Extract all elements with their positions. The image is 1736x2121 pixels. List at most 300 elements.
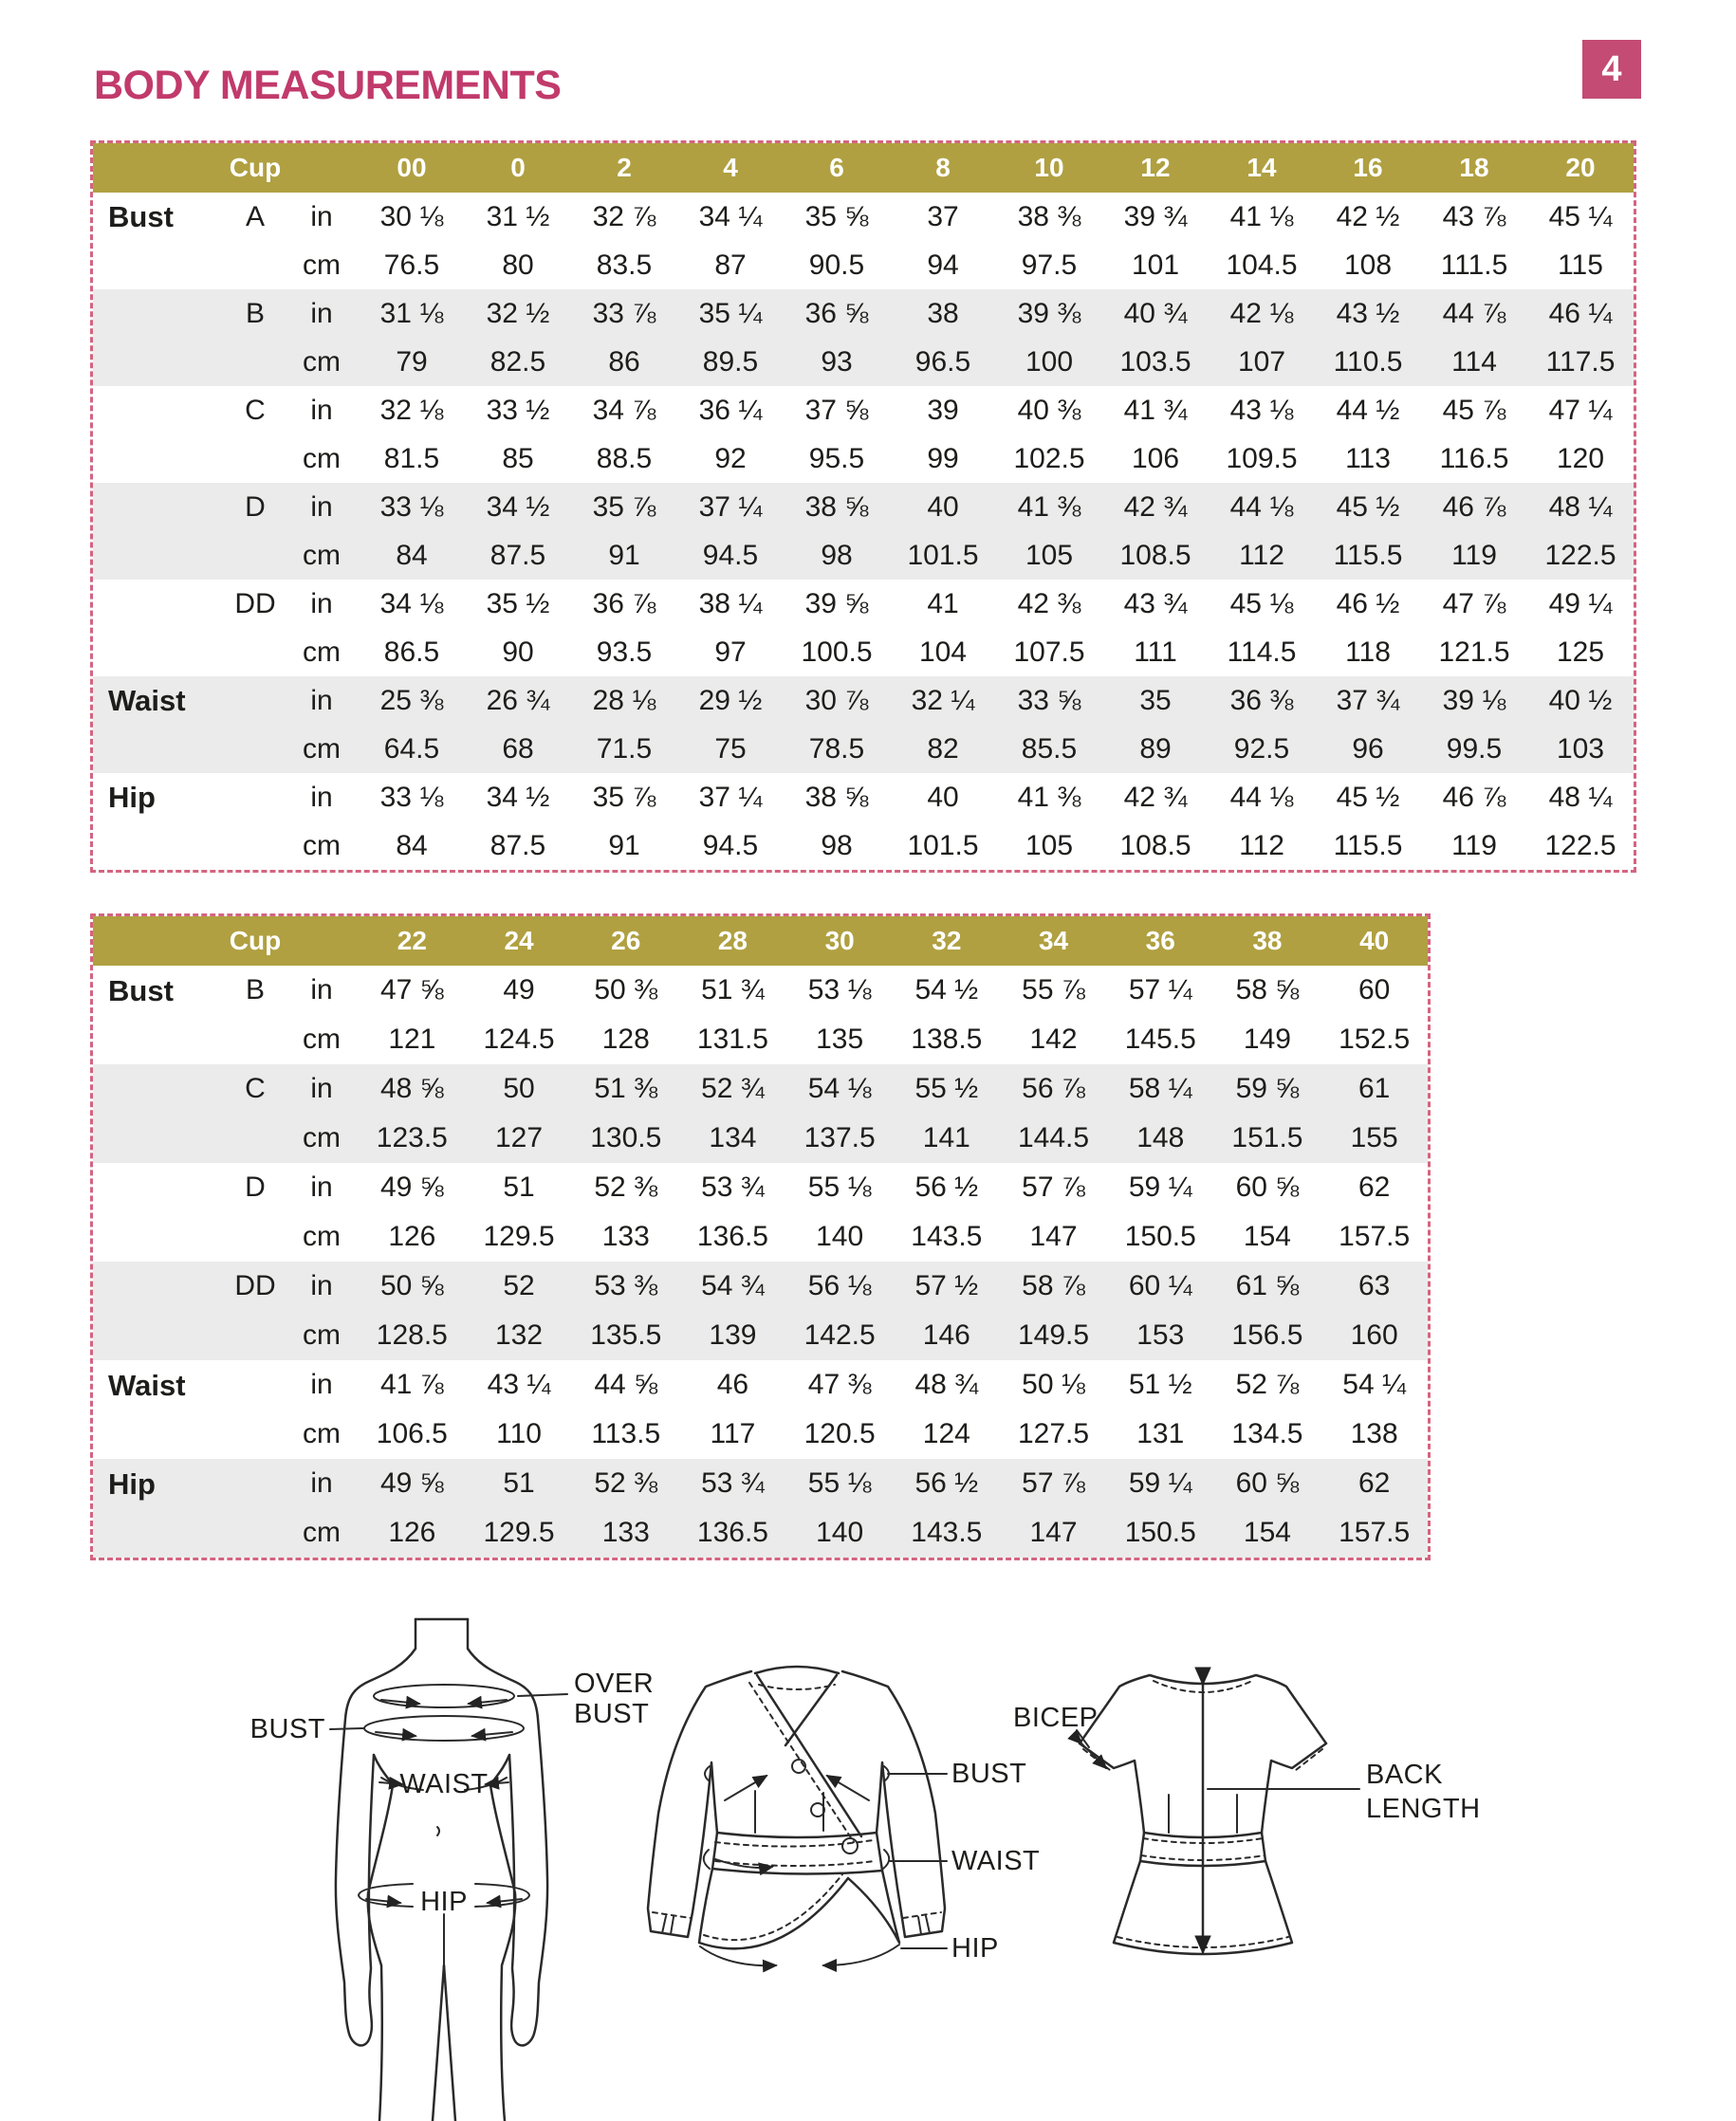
measurement-value: 83.5 [596,249,653,281]
table-header-row [93,143,1634,193]
measurement-value: 54 ¼ [1342,1369,1406,1400]
measurement-value: 149.5 [1018,1319,1090,1351]
measurement-value: 138.5 [911,1024,983,1055]
measurement-value: 35 ⅞ [592,490,656,523]
measurement-value: 129.5 [483,1517,555,1548]
measurement-value: 130.5 [590,1122,662,1153]
measurement-value: 101.5 [907,539,979,571]
measurement-value: 36 ⅝ [804,297,869,329]
unit-label: in [310,1171,333,1203]
unit-label: in [310,974,333,1005]
measurement-value: 99.5 [1446,732,1503,765]
top-back-figure [1077,1675,1359,1954]
measurement-value: 136.5 [696,1517,768,1548]
measurement-value: 86.5 [383,636,440,668]
measurement-value: 57 ½ [914,1270,979,1301]
measurement-value: 36 ⅜ [1229,684,1294,716]
measurement-value: 36 ⅞ [592,587,656,619]
measurement-value: 112 [1239,539,1284,571]
measurement-value: 93 [821,345,853,378]
measurement-value: 156.5 [1231,1319,1303,1351]
measurement-value: 96.5 [914,345,971,378]
measurement-row [93,483,1634,531]
measurement-row [93,289,1634,338]
measurement-value: 45 ¼ [1548,200,1613,232]
measurement-value: 124.5 [483,1024,555,1055]
measurement-value: 36 ¼ [698,394,763,426]
size-column-header: 16 [1353,153,1383,182]
measurement-value: 43 ⅛ [1229,394,1294,426]
measurement-value: 50 ⅝ [379,1270,444,1301]
measurement-value: 107.5 [1013,636,1085,668]
unit-label: cm [303,1024,341,1055]
measurement-value: 153 [1136,1319,1185,1351]
measurement-value: 53 ⅛ [807,974,872,1005]
measurement-value: 43 ¾ [1123,587,1188,619]
measurement-value: 115.5 [1333,829,1403,861]
measurement-value: 39 ⅜ [1017,297,1081,329]
measurement-value: 47 ¼ [1548,394,1613,426]
measurement-value: 38 ⅝ [804,781,869,813]
measurement-value: 52 [503,1270,535,1301]
measurement-value: 103.5 [1119,345,1191,378]
measurement-value: 50 ⅛ [1022,1369,1085,1400]
measurement-value: 87.5 [489,539,546,571]
measurement-value: 42 ½ [1336,200,1400,232]
size-column-header: 40 [1359,926,1390,955]
unit-label: cm [303,1418,341,1449]
measurement-value: 142.5 [803,1319,876,1351]
measurement-value: 103 [1556,732,1605,765]
measurement-value: 87 [714,249,747,281]
measurement-value: 79 [396,345,428,378]
size-column-header: 24 [504,926,534,955]
measurement-value: 101.5 [907,829,979,861]
measurement-value: 125 [1556,636,1605,668]
measurement-row [93,241,1634,289]
measurement-value: 62 [1357,1467,1391,1499]
measurement-value: 105 [1025,539,1074,571]
measurement-value: 41 ⅜ [1017,781,1081,813]
body-over-bust-label-line1: OVER [574,1669,655,1699]
wrap-top-waist-label: WAIST [951,1846,1041,1876]
cup-letter: A [245,200,265,232]
measurement-value: 58 ⅞ [1022,1270,1085,1301]
measurement-value: 84 [396,539,428,571]
measurement-value: 123.5 [376,1122,448,1153]
measurement-value: 40 [927,781,959,813]
measurement-value: 61 ⅝ [1235,1270,1300,1301]
measurement-value: 45 ⅛ [1229,587,1294,619]
measurement-value: 110.5 [1333,345,1403,378]
unit-label: cm [303,1517,341,1548]
size-column-header: 00 [397,153,427,182]
size-column-header: 22 [397,926,427,955]
measurement-value: 104.5 [1226,249,1298,281]
measurement-value: 128.5 [376,1319,448,1351]
measurement-value: 52 ⅜ [594,1467,658,1499]
measurement-value: 34 ¼ [698,200,763,232]
measurement-value: 37 ¼ [698,490,763,523]
measurement-value: 62 [1357,1171,1391,1203]
measurement-value: 154 [1243,1517,1291,1548]
measurement-value: 93.5 [596,636,653,668]
size-table-22-40 [90,913,1431,1560]
measurement-value: 115 [1558,249,1603,281]
measurement-value: 122.5 [1544,539,1616,571]
measurement-value: 100.5 [801,636,873,668]
cup-letter: C [245,1073,266,1104]
size-column-header: 0 [510,153,526,182]
measurement-value: 44 ⅛ [1229,781,1294,813]
measurement-value: 94.5 [702,539,759,571]
measurement-value: 127 [495,1122,544,1153]
measurement-value: 53 ¾ [701,1467,765,1499]
measurement-value: 51 [503,1467,535,1499]
measurement-value: 154 [1243,1221,1291,1252]
measurement-value: 114 [1451,345,1497,378]
measurement-value: 140 [816,1221,864,1252]
measurement-value: 42 ¾ [1123,781,1188,813]
unit-label: cm [303,345,341,378]
unit-label: cm [303,1319,341,1351]
size-column-header: 32 [932,926,962,955]
measurement-value: 137.5 [803,1122,876,1153]
measurement-value: 52 ¾ [701,1073,765,1104]
size-column-header: 8 [935,153,951,182]
measurement-value: 110 [496,1418,542,1449]
unit-label: cm [303,1221,341,1252]
measurement-value: 134 [709,1122,757,1153]
measurement-value: 64.5 [383,732,440,765]
measurement-value: 32 ⅛ [379,394,444,426]
measurement-value: 90.5 [808,249,865,281]
measurement-value: 133 [601,1221,650,1252]
measurement-label: Waist [108,684,186,717]
measurement-value: 80 [502,249,534,281]
measurement-value: 56 ⅞ [1022,1073,1085,1104]
measurement-value: 106.5 [376,1418,448,1449]
measurement-value: 117 [710,1418,756,1449]
measurement-value: 39 ⅝ [804,587,869,619]
measurement-value: 87.5 [489,829,546,861]
measurement-row [93,1508,1428,1558]
cup-letter: D [245,1171,266,1203]
measurement-row [93,338,1634,386]
measurement-value: 148 [1136,1122,1185,1153]
measurement-value: 102.5 [1013,442,1085,474]
measurement-value: 54 ½ [914,974,979,1005]
measurement-row [93,193,1634,241]
size-column-header: 18 [1459,153,1489,182]
measurement-value: 52 ⅞ [1235,1369,1300,1400]
measurement-value: 44 ⅛ [1229,490,1294,523]
unit-label: in [310,684,333,716]
measurement-value: 135.5 [590,1319,662,1351]
measurement-value: 40 [927,490,959,523]
unit-label: in [310,490,333,523]
measurement-value: 58 ¼ [1128,1073,1192,1104]
measurement-value: 38 ¼ [698,587,763,619]
page-title: BODY MEASUREMENTS [94,63,562,108]
measurement-value: 131.5 [696,1024,768,1055]
measurement-value: 136.5 [696,1221,768,1252]
size-column-header: 12 [1140,153,1171,182]
cup-letter: B [245,974,265,1005]
measurement-value: 33 ½ [486,394,550,426]
unit-label: cm [303,829,341,861]
measurement-value: 46 ½ [1336,587,1400,619]
measurement-value: 124 [922,1418,970,1449]
measurement-value: 49 [503,974,535,1005]
measurement-value: 71.5 [596,732,653,765]
measurement-value: 143.5 [911,1517,983,1548]
measurement-value: 48 ¾ [914,1369,979,1400]
measurement-value: 39 ⅛ [1442,684,1506,716]
size-column-header: 20 [1565,153,1596,182]
measurement-row [93,1410,1428,1459]
measurement-value: 94.5 [702,829,759,861]
measurement-value: 51 [503,1171,535,1203]
measurement-value: 45 ½ [1336,781,1400,813]
unit-label: cm [303,636,341,668]
measurement-value: 39 ¾ [1123,200,1188,232]
measurement-value: 38 ⅜ [1017,200,1081,232]
measurement-value: 107 [1237,345,1286,378]
measurement-value: 58 ⅝ [1235,974,1300,1005]
measurement-value: 147 [1029,1517,1078,1548]
measurement-value: 120 [1556,442,1605,474]
measurement-row [93,1212,1428,1262]
measurement-value: 53 ¾ [701,1171,765,1203]
measurement-value: 108.5 [1119,829,1191,861]
measurement-value: 26 ¾ [486,684,550,716]
measurement-row [93,1114,1428,1163]
measurement-value: 47 ⅝ [379,974,444,1005]
measurement-row [93,1459,1428,1508]
measurement-value: 116.5 [1439,442,1509,474]
measurement-value: 25 ⅜ [379,684,444,716]
measurement-value: 48 ⅝ [379,1073,444,1104]
measurement-value: 41 [927,587,959,619]
measurement-diagrams [142,1594,1565,2121]
measurement-value: 35 ½ [486,587,550,619]
measurement-row [93,1360,1428,1410]
body-front-figure [330,1619,567,2121]
measurement-value: 138 [1350,1418,1398,1449]
measurement-value: 47 ⅜ [807,1369,872,1400]
measurement-value: 49 ¼ [1548,587,1613,619]
measurement-value: 84 [396,829,428,861]
measurement-value: 41 ⅞ [379,1369,444,1400]
measurement-value: 122.5 [1544,829,1616,861]
measurement-value: 152.5 [1339,1024,1411,1055]
measurement-value: 31 ⅛ [379,297,444,329]
measurement-value: 100 [1025,345,1074,378]
measurement-value: 145.5 [1124,1024,1196,1055]
measurement-value: 76.5 [383,249,440,281]
measurement-row [93,966,1428,1015]
measurement-row [93,1064,1428,1114]
unit-label: in [310,587,333,619]
size-table-00-20 [90,140,1636,873]
measurement-value: 57 ⅞ [1022,1171,1085,1203]
measurement-value: 126 [388,1221,436,1252]
unit-label: in [310,1270,333,1301]
measurement-value: 91 [608,539,640,571]
measurement-value: 119 [1451,829,1497,861]
measurement-value: 82.5 [489,345,546,378]
measurement-row [93,386,1634,434]
unit-label: in [310,394,333,426]
measurement-value: 98 [821,829,853,861]
measurement-value: 44 ½ [1336,394,1400,426]
wrap-top-hip-label: HIP [951,1933,999,1964]
measurement-row [93,580,1634,628]
measurement-row [93,628,1634,676]
measurement-value: 91 [608,829,640,861]
size-column-header: 30 [824,926,855,955]
measurement-value: 40 ⅜ [1017,394,1081,426]
unit-label: in [310,200,333,232]
measurement-value: 32 ¼ [911,684,975,716]
measurement-value: 37 ¾ [1336,684,1400,716]
cup-letter: B [245,297,265,329]
measurement-value: 92.5 [1233,732,1290,765]
measurement-value: 55 ⅞ [1022,974,1085,1005]
measurement-value: 46 ⅞ [1442,781,1506,813]
measurement-value: 49 ⅝ [379,1467,444,1499]
measurement-value: 160 [1350,1319,1398,1351]
size-column-header: 10 [1034,153,1064,182]
measurement-value: 28 ⅛ [592,684,656,716]
measurement-row [93,434,1634,483]
measurement-value: 113 [1345,442,1391,474]
measurement-value: 29 ½ [698,684,763,716]
size-column-header: 2 [617,153,632,182]
measurement-value: 132 [495,1319,544,1351]
measurement-value: 126 [388,1517,436,1548]
measurement-value: 51 ¾ [701,974,765,1005]
measurement-value: 48 ¼ [1548,781,1613,813]
measurement-value: 90 [502,636,534,668]
measurement-row [93,821,1634,870]
measurement-value: 48 ¼ [1548,490,1613,523]
measurement-row [93,1015,1428,1064]
measurement-value: 57 ⅞ [1022,1467,1085,1499]
size-column-header: 38 [1252,926,1283,955]
measurement-value: 50 ⅜ [594,974,658,1005]
measurement-value: 35 ⅝ [804,200,869,232]
measurement-value: 149 [1243,1024,1291,1055]
measurement-value: 47 ⅞ [1442,587,1506,619]
measurement-value: 45 ½ [1336,490,1400,523]
size-column-header: 26 [611,926,641,955]
size-column-header: 14 [1247,153,1277,182]
measurement-value: 43 ⅞ [1442,200,1506,232]
measurement-value: 60 ⅝ [1235,1171,1300,1203]
measurement-value: 135 [816,1024,864,1055]
measurement-value: 75 [714,732,747,765]
unit-label: in [310,1369,333,1400]
measurement-row [93,1163,1428,1212]
measurement-value: 41 ⅛ [1229,200,1294,232]
measurement-value: 32 ⅞ [592,200,656,232]
measurement-value: 31 ½ [486,200,550,232]
measurement-value: 144.5 [1018,1122,1090,1153]
measurement-value: 86 [608,345,640,378]
cup-letter: DD [234,1270,276,1301]
measurement-label: Bust [108,973,174,1007]
measurement-value: 34 ⅞ [592,394,656,426]
measurement-value: 89 [1139,732,1172,765]
cup-letter: DD [234,587,276,619]
measurement-value: 37 ⅝ [804,394,869,426]
unit-label: cm [303,539,341,571]
cup-column-header: Cup [229,926,282,955]
measurement-value: 113.5 [591,1418,661,1449]
measurement-value: 114.5 [1227,636,1297,668]
measurement-value: 34 ⅛ [379,587,444,619]
measurement-row [93,531,1634,580]
measurement-value: 128 [601,1024,650,1055]
measurement-value: 41 ¾ [1123,394,1188,426]
measurement-label: Hip [108,781,156,814]
measurement-value: 81.5 [383,442,440,474]
measurement-value: 105 [1025,829,1074,861]
measurement-value: 97.5 [1021,249,1078,281]
size-column-header: 36 [1145,926,1175,955]
measurement-value: 57 ¼ [1128,974,1192,1005]
measurement-value: 78.5 [808,732,865,765]
measurement-value: 108.5 [1119,539,1191,571]
measurement-value: 106 [1131,442,1180,474]
size-column-header: 28 [717,926,748,955]
measurement-value: 50 [503,1073,535,1104]
measurement-value: 40 ½ [1548,684,1613,716]
measurement-value: 35 [1139,684,1172,716]
measurement-value: 99 [927,442,959,474]
body-waist-label: WAIST [399,1769,489,1799]
size-column-header: 34 [1038,926,1069,955]
measurement-value: 155 [1350,1122,1398,1153]
measurement-value: 118 [1345,636,1391,668]
measurement-value: 33 ⅝ [1017,684,1081,716]
measurement-value: 101 [1131,249,1180,281]
measurement-value: 34 ½ [486,490,550,523]
measurement-value: 134.5 [1231,1418,1303,1449]
table-header-row [93,916,1428,966]
measurement-row [93,676,1634,725]
measurement-value: 121.5 [1438,636,1510,668]
page-number-badge: 4 [1582,40,1641,99]
measurement-value: 94 [927,249,959,281]
top-back-bicep-label: BICEP [1013,1703,1099,1733]
measurement-value: 157.5 [1339,1221,1411,1252]
measurement-value: 89.5 [702,345,759,378]
measurement-value: 63 [1357,1270,1391,1301]
measurement-label: Bust [108,200,174,233]
measurement-value: 52 ⅜ [594,1171,658,1203]
measurement-value: 35 ⅞ [592,781,656,813]
measurement-value: 85 [502,442,534,474]
measurement-value: 139 [709,1319,757,1351]
measurement-value: 54 ⅛ [807,1073,872,1104]
measurement-value: 131 [1136,1418,1185,1449]
measurement-value: 33 ⅛ [379,490,444,523]
unit-label: cm [303,1122,341,1153]
body-over-bust-label-line2: BUST [574,1699,650,1729]
